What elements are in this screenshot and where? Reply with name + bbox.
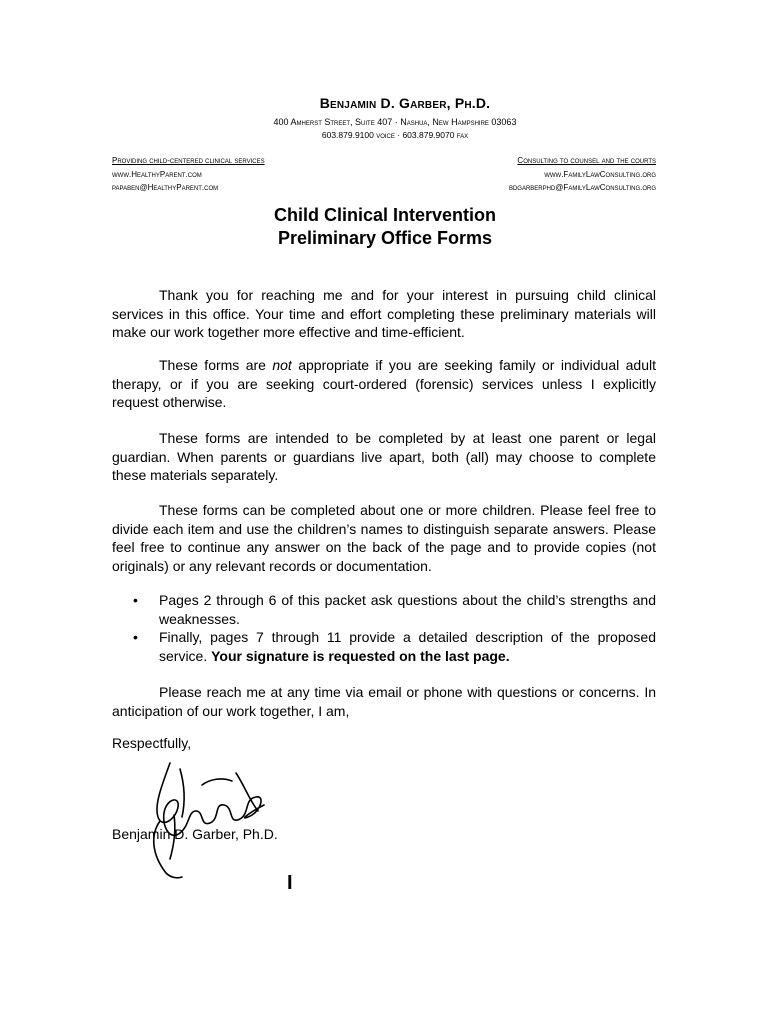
bullet-list — [112, 591, 656, 665]
letterhead-right-email[interactable]: bdgarberphd@FamilyLawConsulting.org — [508, 183, 656, 192]
paragraph-2-emphasis: not — [272, 357, 292, 373]
paragraph-multiple-children — [112, 501, 656, 575]
bullet-icon: • — [133, 629, 138, 645]
paragraph-who-completes — [112, 429, 656, 485]
bullet-item-1 — [112, 591, 656, 628]
signature-name: Benjamin D. Garber, Ph.D. — [112, 826, 278, 842]
letterhead-phone: 603.879.9100 voice · 603.879.9070 fax — [321, 130, 469, 140]
closing-salutation: Respectfully, — [112, 735, 192, 751]
paragraph-intro-text: Thank you for reaching me and for your interest in pursuing child clinical services in this office. Your time and effort completing these preliminary materials will make our work together more effective and time-efficient. — [112, 287, 656, 340]
letterhead-left-email[interactable]: papaben@HealthyParent.com — [112, 183, 219, 192]
paragraph-4-text: These forms can be completed about one or more children. Please feel free to divide each item and use the children’s names to distinguish separate answers. Please feel free to continue any answer on the back of the page and to provide copies (not originals) or any relevant records or documentation. — [112, 502, 656, 574]
handwritten-signature — [140, 755, 280, 885]
paragraph-2-after: appropriate if you are seeking family or individual adult therapy, or if you are seeking court-ordered (forensic) services unless I explicitly request otherwise. — [112, 357, 656, 410]
title-line-2: Preliminary Office Forms — [277, 228, 493, 248]
paragraph-5-text: Please reach me at any time via email or phone with questions or concerns. In anticipation of our work together, I am, — [112, 684, 656, 719]
bullet-2-bold: Your signature is requested on the last page. — [211, 647, 510, 664]
letterhead-left-tagline: Providing child-centered clinical services — [112, 156, 265, 165]
paragraph-2-before: These forms are — [159, 357, 273, 373]
letterhead-address: 400 Amherst Street, Suite 407 · Nashua, New Hampshire 03063 — [273, 117, 517, 127]
letterhead-left-website[interactable]: www.HealthyParent.com — [112, 170, 202, 179]
bullet-2-text: Finally, pages 7 through 11 provide a detailed description of the proposed service. — [159, 629, 656, 664]
paragraph-3-text: These forms are intended to be completed by at least one parent or legal guardian. When parents or guardians live apart, both (all) may choose to complete these materials separately. — [112, 430, 656, 483]
letterhead-right-website[interactable]: www.FamilyLawConsulting.org — [544, 170, 656, 179]
letterhead-right-tagline: Consulting to counsel and the courts — [517, 156, 656, 165]
title-line-1: Child Clinical Intervention — [273, 205, 497, 225]
paragraph-not-appropriate — [112, 356, 656, 412]
paragraph-contact — [112, 683, 656, 720]
bullet-icon: • — [133, 592, 138, 608]
stray-mark: I — [287, 872, 293, 894]
document-title — [0, 204, 770, 250]
paragraph-intro — [112, 286, 656, 342]
bullet-item-2 — [112, 628, 656, 665]
bullet-1-text: Pages 2 through 6 of this packet ask questions about the child’s strengths and weaknesses. — [159, 592, 656, 627]
letterhead-name: Benjamin D. Garber, Ph.D. — [319, 95, 491, 111]
